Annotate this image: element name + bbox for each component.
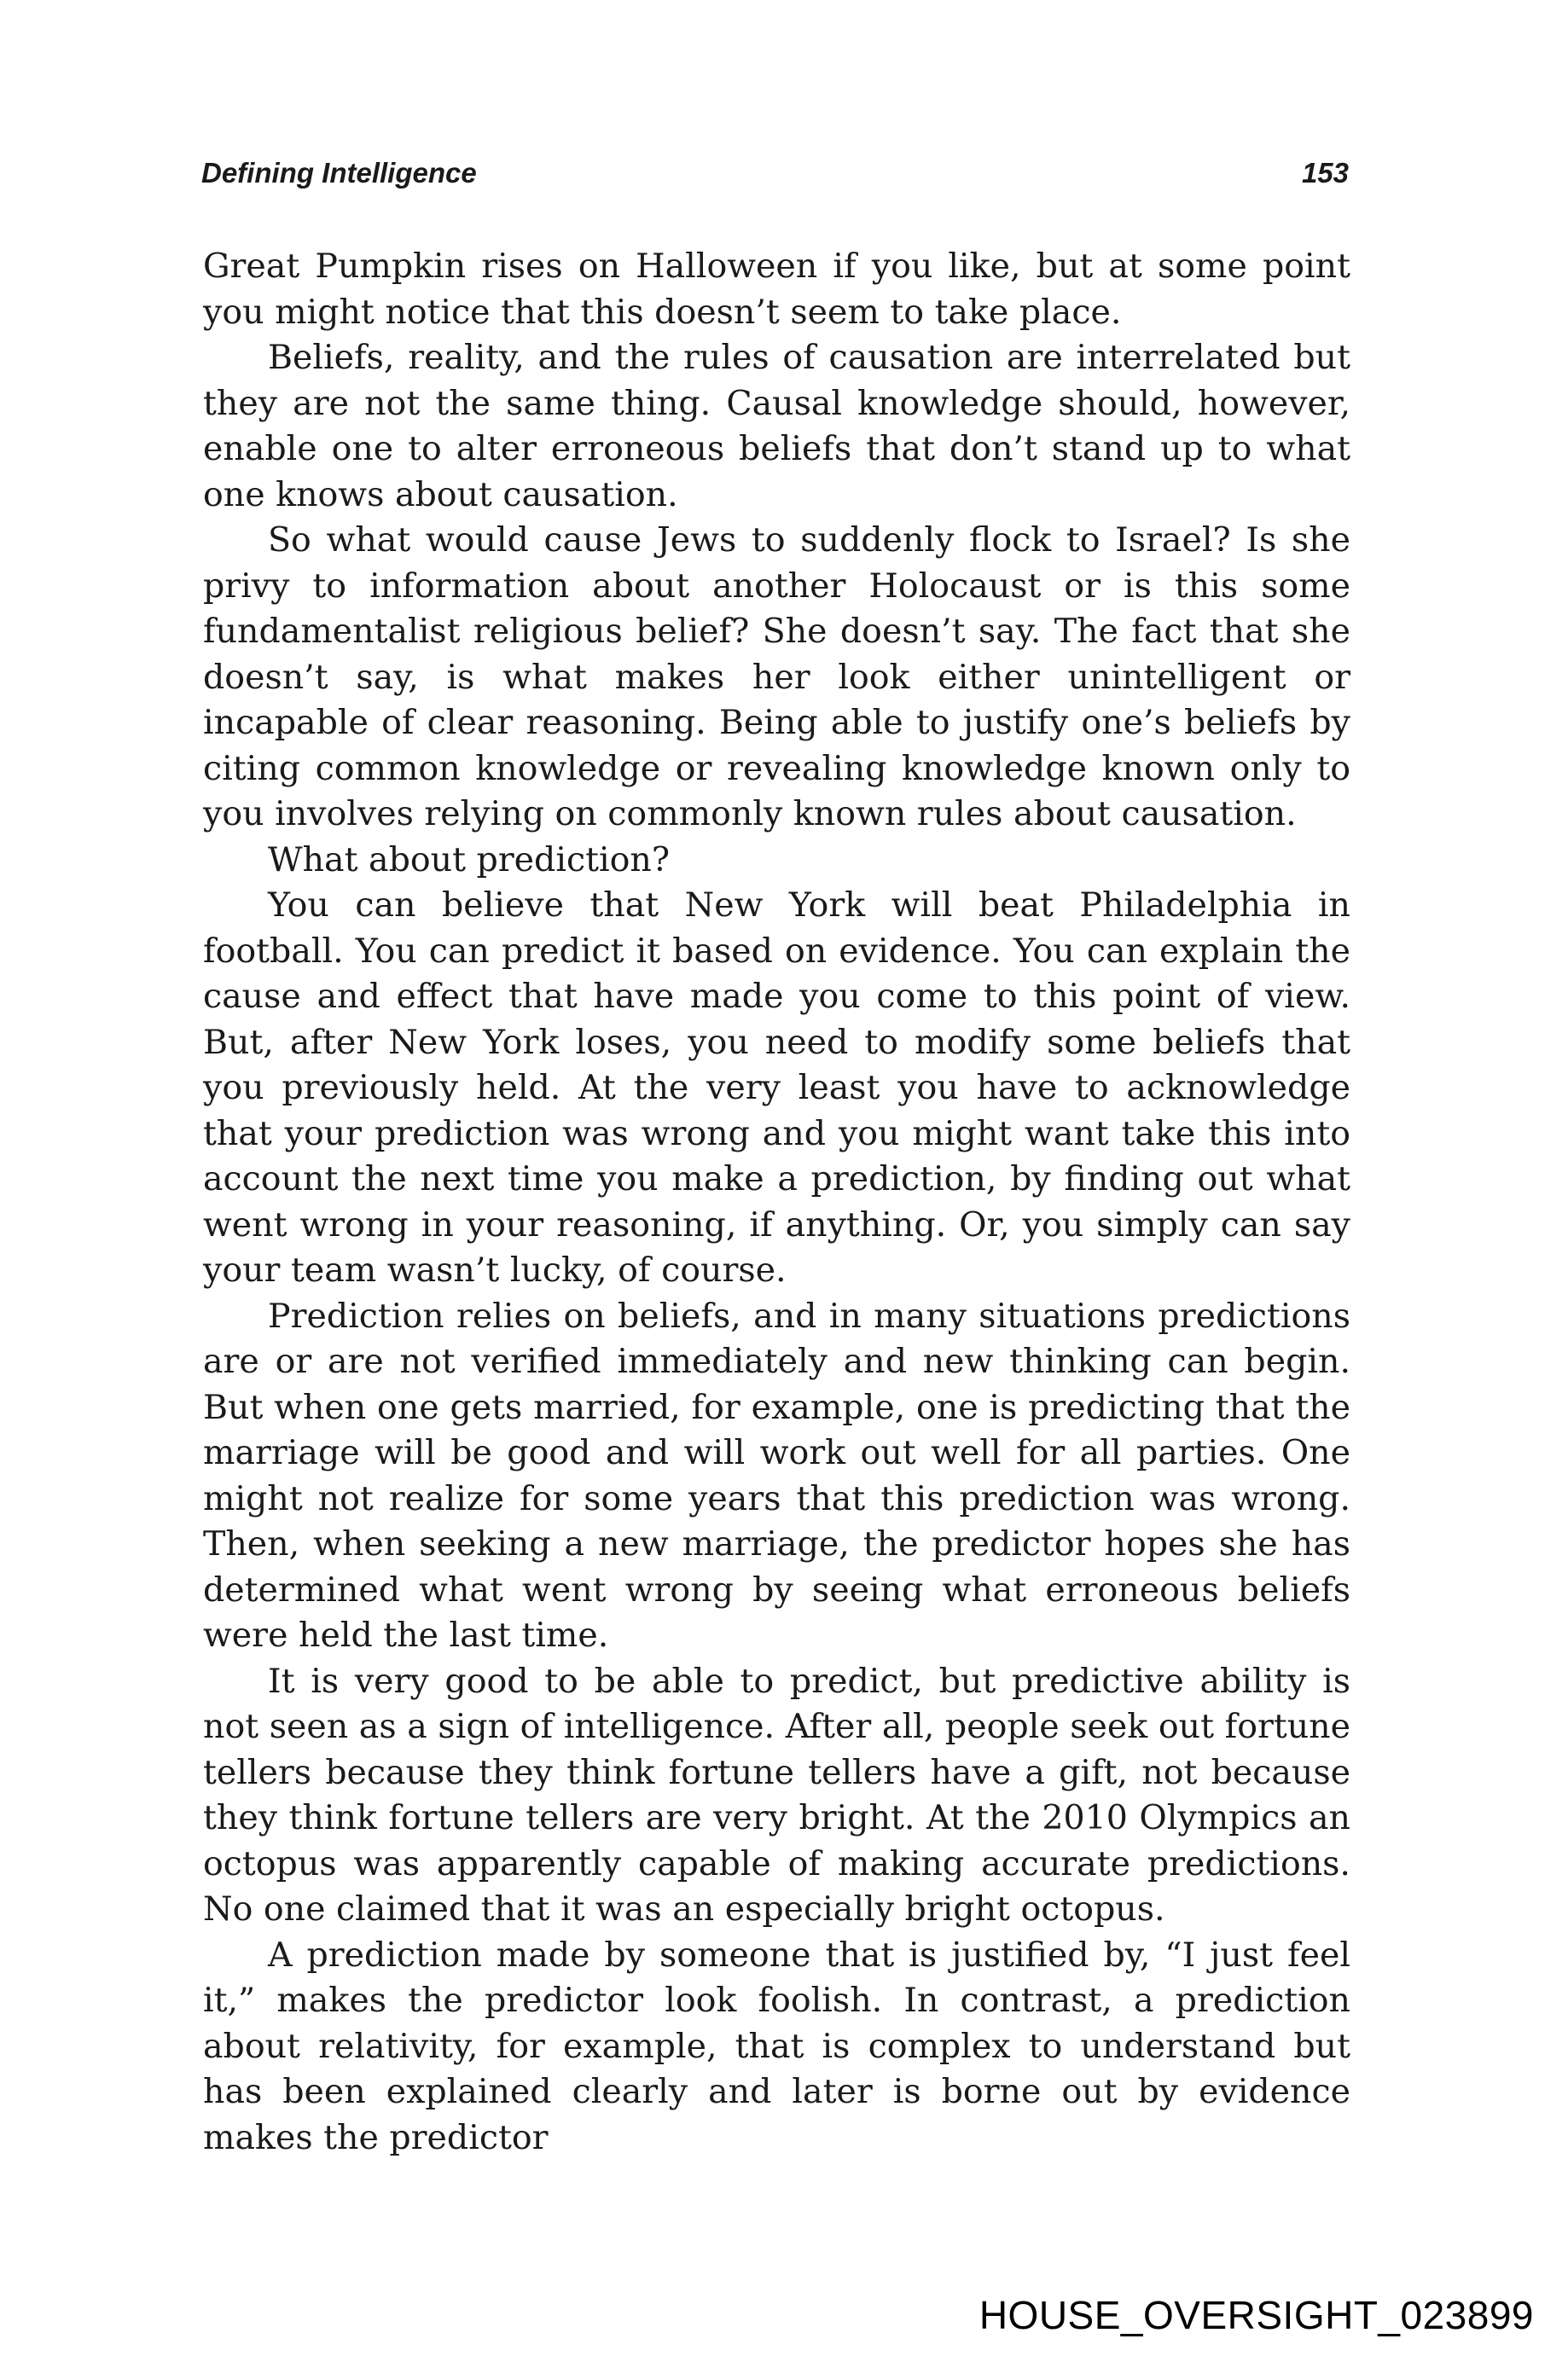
paragraph-4: What about prediction? <box>268 839 670 879</box>
chapter-title: Defining Intelligence <box>201 157 477 189</box>
bates-number: HOUSE_OVERSIGHT_023899 <box>979 2293 1534 2337</box>
page-number: 153 <box>1301 157 1349 189</box>
paragraph-5: You can believe that New York will beat Philadelphia in football. You can predict it based on evidence. You can explain the cause and effect that have made you come to this point of view. But, after New York loses, you need to modify some beliefs that you previously held. At the very least you have to acknowledge that your prediction was wrong and you might want take this into account the next time you make a prediction, by finding out what went wrong in your reasoning, if anything. Or, you simply can say your team wasn’t lucky, of course. <box>203 885 1350 1290</box>
paragraph-7: It is very good to be able to predict, but predictive ability is not seen as a sign of intelligence. After all, people seek out fortune tellers because they think fortune tellers have a gift, not because they think fortune tellers are very bright. At the 2010 Olympics an octopus was apparently capable of making accurate predictions. No one claimed that it was an especially bright octopus. <box>203 1661 1350 1929</box>
paragraph-8: A prediction made by someone that is justified by, “I just feel it,” makes the predictor look foolish. In contrast, a prediction about relativity, for example, that is complex to understand but has been explained clearly and later is borne out by evidence makes the predictor <box>203 1935 1350 2157</box>
paragraph-6: Prediction relies on beliefs, and in many situations predictions are or are not verified immediately and new thinking can begin. But when one gets married, for example, one is predicting that the marriage will be good and will work out well for all parties. One might not realize for some years that this prediction was wrong. Then, when seeking a new marriage, the predictor hopes she has determined what went wrong by seeing what erroneous beliefs were held the last time. <box>203 1296 1350 1655</box>
running-header <box>201 152 1349 194</box>
paragraph-3: So what would cause Jews to suddenly flock to Israel? Is she privy to information about another Holocaust or is this some fundamentalist religious belief? She doesn’t say. The fact that she doesn’t say, is what makes her look either unintelligent or incapable of clear reasoning. Being able to justify one’s beliefs by citing common knowledge or revealing knowledge known only to you involves relying on commonly known rules about causation. <box>203 520 1350 833</box>
paragraph-1: Great Pumpkin rises on Halloween if you like, but at some point you might notice that this doesn’t seem to take place. <box>203 247 1350 332</box>
paragraph-2: Beliefs, reality, and the rules of causation are interrelated but they are not the same thing. Causal knowledge should, however, enable one to alter erroneous beliefs that don’t stand up to what one knows about causation. <box>203 338 1350 514</box>
body-text <box>203 244 1350 2161</box>
